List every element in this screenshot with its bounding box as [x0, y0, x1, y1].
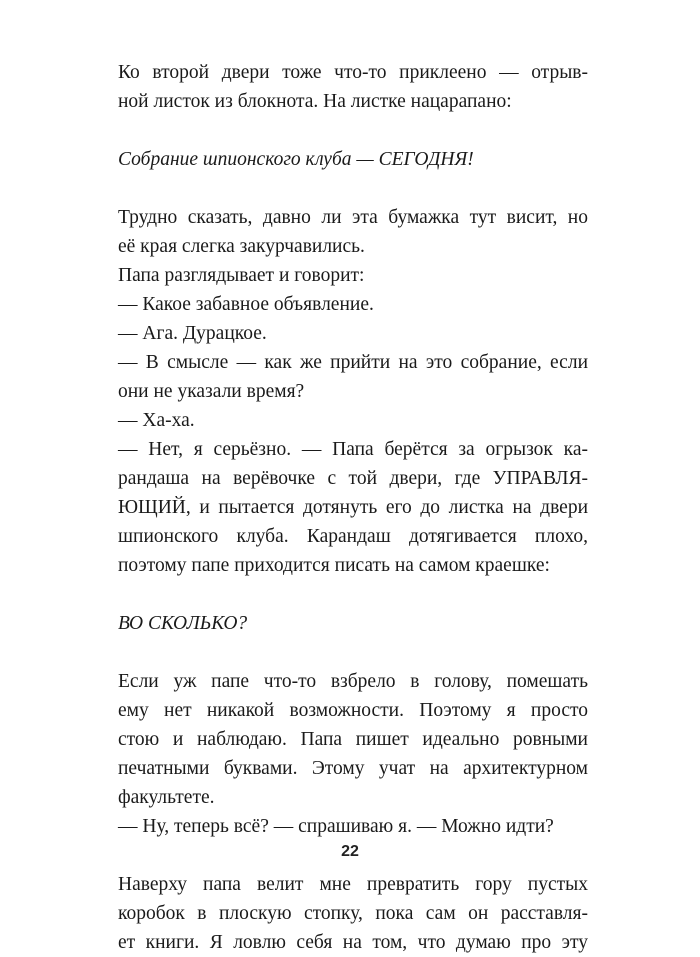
text-line: ной листок из блокнота. На листке нацарапано: — [118, 91, 512, 112]
text-line: — Нет, я серьёзно. — Папа берётся за огрызок ка- — [118, 439, 588, 460]
text-line: стою и наблюдаю. Папа пишет идеально ровными — [118, 729, 588, 750]
text-line: ему нет никакой возможности. Поэтому я просто — [118, 700, 588, 721]
text-line: поэтому папе приходится писать на самом краешке: — [118, 555, 550, 576]
text-line: ет книги. Я ловлю себя на том, что думаю про эту — [118, 932, 588, 953]
note-text: ВО СКОЛЬКО? — [118, 613, 248, 634]
text-line: Ко второй двери тоже что-то приклеено — отрыв- — [118, 62, 588, 83]
text-line: — Ха-ха. — [118, 410, 195, 431]
text-line: Папа разглядывает и говорит: — [118, 265, 365, 286]
paragraph-gap — [118, 580, 588, 609]
text-line: Наверху папа велит мне превратить гору пустых — [118, 874, 588, 895]
text-line: — Ага. Дурацкое. — [118, 323, 267, 344]
text-line: — Ну, теперь всё? — спрашиваю я. — Можно идти? — [118, 816, 554, 837]
text-line: они не указали время? — [118, 381, 305, 402]
text-line: печатными буквами. Этому учат на архитектурном — [118, 758, 588, 779]
text-line: ЮЩИЙ, и пытается дотянуть его до листка на двери — [118, 497, 588, 518]
text-line: Если уж папе что-то взбрело в голову, помешать — [118, 671, 588, 692]
note-text: Собрание шпионского клуба — СЕГОДНЯ! — [118, 149, 474, 170]
page-body — [118, 58, 588, 957]
text-line: факультете. — [118, 787, 215, 808]
text-line: шпионского клуба. Карандаш дотягивается плохо, — [118, 526, 588, 547]
text-line: — Какое забавное объявление. — [118, 294, 374, 315]
text-line: её края слегка закурчавились. — [118, 236, 365, 257]
text-line: — В смысле — как же прийти на это собрание, если — [118, 352, 588, 373]
page-number: 22 — [341, 843, 359, 860]
text-line: коробок в плоскую стопку, пока сам он расставля- — [118, 903, 588, 924]
paragraph-gap — [118, 638, 588, 667]
text-line: рандаша на верёвочке с той двери, где УПРАВЛЯ- — [118, 468, 588, 489]
paragraph-gap — [118, 116, 588, 145]
text-line: Трудно сказать, давно ли эта бумажка тут висит, но — [118, 207, 588, 228]
paragraph-gap — [118, 174, 588, 203]
